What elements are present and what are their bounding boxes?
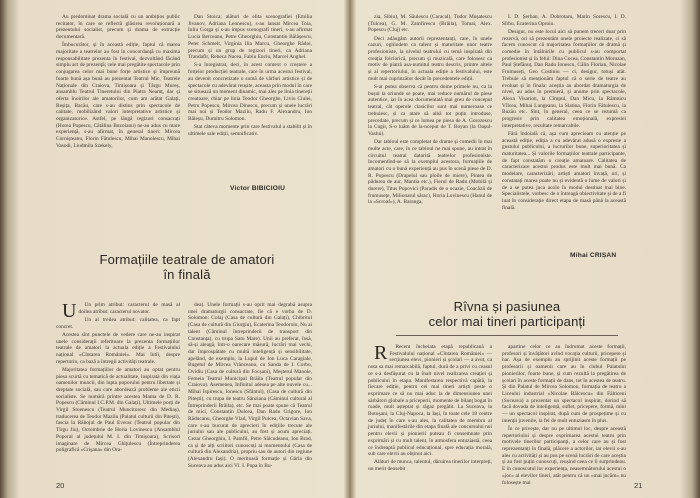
article-title-line1: Rîvna și pasiunea (453, 299, 561, 314)
left-bottom-col2 (188, 302, 312, 470)
paragraph: apartine celor ce au îndrumat aceste formații, profesori și învățători avînd vocația culturii, pricepere și har. Așa de exemplu au sprijinit aceste formații pe profesorii și oamenii care au în clubul Palatului pionierilor, foarte bune, și cum rezultă la pregătirea de școlari în aceste formații de dans, tot în acestea de teatru. Și din Palatul de Mircea Solomon, formația de teatru a Liceului industrial «Nicolae Bălcescu» din Fălticeni (Suceava) a prezentat un spectacol inspirat, dorind să facă dovada de inteligență, suflet, pricepere, formă, mini — un spectacol inspirat, după cum de prospețime și cu intenții juvenile, la fel de mult entuziasm în plus. (502, 344, 626, 424)
right-bottom-col2 (502, 344, 626, 486)
paragraph-text: Un prim atribut: caracterul de masă al doilea atribut: caracterul novator. (78, 302, 180, 315)
paragraph: I. D. Șerban, A. Dobrotaru, Marin Sorescu, I. D. Sîrbu, Ecaterina Oproiu. (502, 14, 626, 27)
article-title-line2: celor mai tineri participanți (428, 314, 586, 329)
paragraph: Stat câteva momente prin care festivalul a stabilit și în ultimele sale ediții, semnificativ. (188, 124, 312, 137)
right-top-col2 (502, 14, 626, 246)
page-number-left: 20 (56, 481, 65, 490)
paragraph: Un al treilea atribut: calitatea, ca fapt concret. (56, 316, 180, 330)
dropcap: U (62, 300, 77, 322)
paragraph: Dan Stoica; alături de elita scenografiei (Emilia Jivanov, Adriana Leonescu), s-au lansat Mircea Toia, Iuliu Gorga și s-au impus scenografi tineri, s-au afirmat Lucia Berceanu, Petre Gheorghiu, Constantin Bălășescu, Peter Schmelt, Virginia Ilia Marcu, Gheorghe Rădoi, precum și un grup de regizori tineri, ca Adriana Trandafir, Rebeca Nacea, Fabiu Enciu, Marcel Anghel. (188, 14, 312, 61)
paragraph: zia, Sibiu), M. Săulescu (Caracal), Tudor Mușatescu (Tulcea), G. M. Zamfirescu (Brăila), Tomai, Alex. Popescu (Cluj) etc. (368, 14, 492, 34)
author-byline: Mihai CRIȘAN (570, 252, 617, 259)
paragraph (368, 344, 492, 458)
right-top-col1 (368, 14, 492, 244)
right-page (356, 0, 688, 498)
paragraph: Au predominat drama socială cu un ambițios public recitator, în care se reflectă glăsirea revoluționară a prezentului socialist, precum și drama de extracție documentară. (56, 14, 180, 41)
paragraph: S-ar putea observa că pentru doine primele nu, ca la bușul la oriunde se poate, mai reduce numărul de piese autentice, iar în acea documentată mai greu de conceput teatral, cât operele clasicilor sunt mai numeroase ce trebuiesc, și ca atare să aibă tot puțin introduse, precedate, precum și ce lumea pe piesa de A. Gorozescu la Cugir, S-o luăm de la-nceput de T. Boyan (la Oașul-Vaslui). (368, 84, 492, 137)
paragraph: Desigur, nu este locul aici să punem treceri doar prin rezervă, ori să prezentăm unele proiecte realizate, ci să facem cunoscut că majoritatea formațiilor de dramă și comedie în întâlnirile cu publicul s-au comportat profesionist și în felul: Dina Cocea, Constantin Moruzan, Paul Ștefănuț, Dan Radu Ionescu, Călin Florian, Nicolae Frumuseți, Geo Costiniu — ci, desigur, totuși atât. Trebuie să menționăm faptul că o serie de teatre au evoluat și în finala: aceștia au abordat dramaturgia de nivel, au adus în premieră, și anume prin spectacole, Alexa Visarion, la Cîmpul, Dan Micu, la Râmnicu Vîlcea, Mihai Lungeanu, la Slatina, Florin Fătulescu, la Buzău etc. Sînt, în general, ceea ce se rezumă ca progresiv prin calitatea emoțională, expresiei interpretative, rezultate remarcabile. (502, 28, 626, 129)
right-bottom-col1 (368, 344, 492, 472)
paragraph: S-a înregistrat, deci, în acest context o creștere a forțelor producției teatrale, care în urma acestui festival, au devenit concretizate o sumă de vârfuri artistice și de spectacole cu adevărat reușite, aceasta prin modul în care se situează un moment dinamic, mai ales pe linia tinereții creatoare, chiar pe linia Teodor Gheorghe, Liviu Ciulei, Petru Popescu, Mircea Dinescu, precum și unele lucrări mai noi și Teodor Mazilu, Radu F. Alexandru, Ion Băieșu, Dumitru Solomon. (188, 62, 312, 123)
author-byline: Victor BIBICIOIU (230, 185, 286, 192)
paragraph: În ce privește, dar nu pe ultimul loc, despre această repertoriului și despre exprimarea acestui teatru prin motivele tinerilor participanți, a celor care au și fost reprezentanți în finală, plăcere a actorilor, iar elevii s-au ales cu activități și au pus pe scenă lucrări de care aceștia și au fost puțin cunoscuți, reușind ceea ce îi surprindeau. E în cunoscutul lor experiența, neasemnătorului acestui o «joc» al elevilor tineri, atât pentru că un «mai jucăm» nu folosește mai (502, 425, 626, 486)
paragraph: Majoritatea formațiilor de amatori au optat pentru piesa scurtă cu tematică de actualitate, inspirată din viața oamenilor muncii, din lupta poporului pentru libertate și dreptate socială, sau care abordează probleme ale eticii socialiste. Se numără printre acestea Mama de D. R. Popescu (Căminul I.C.P.M. din Galați), Ultimele porți de Virgil Stoenescu (Teatrul Muncitoresc din Mediaș), traducerea de Teodor Mazilu (Palatul culturii din Pitești), fascia la Răbojul de Paul Everac (Teatrul popular din Tîrgu Jiu), Octombrie de Horia Lovinescu (Ansamblul Poporal al județului M. I. din Timișoara), Scrisori imaginare de Mircea Ghiţulescu (Întreprinderea poligrafică «Crişana» din Ora- (56, 366, 180, 454)
paragraph: Dar tabloul este completat de drame și comedii în mai multe acte, care, în ce tabloul ne mai spune, au intrat în circuitul teatral datorită teatrelor profesioniste. Incomentînd-se să la exemplul acestora, formațiile de amatori cu o bună experiență au pus în scenă piese de D. R. Popescu (Drapelul sau ploile de miere), Pintea de pădurea de aur, Mantia etc.), Fierul de Radu (Mobilă și durere), Titus Popovici (Paradis de o ocazie, Coacăzii de frumusețe, Milionarul sărac), Horia Lovinescu (Hanul de la «Scroaf»), A. Baranga, (368, 139, 492, 206)
book-spine (344, 0, 356, 498)
left-bottom-col1 (56, 302, 180, 470)
title-underline (396, 335, 618, 336)
paragraph: Îmbucurător, și în această ediție, faptul că marea majoritate a teatrelor au fost în concordanță cu maxima responsabilitate prezenta în festival, dezvoltând făcând simplu act de prezență; cele mai pregătite spectacole prin conjugarea celor mai bune forțe artistice și împreună foarte bună așa bună au prezentat Teatrul Mic, Teatrele Naționale din Craiova, Timișoara și Târgu Mureș, ansamblu Teatrul Tineretului din Piatra Neamț, dar și oferta înoirilor ale amatorilor, cum am arătat Galați, Reșița, Bacău, care s-au distins prin spectacole de calitate, mobilizând valori interpretative artistice și organizatorice. Astfel, pe lângă regizori consacrați (Horea Popescu, Cătălina Buzoianu) ne-au adus cu mare experiență, s-au afirmat, în general tineri: Mircea Cornișteanu, Florin Fătulescu, Mihai Manolescu, Mihai Vasodi, Liudmila Szekely, (56, 42, 180, 149)
left-top-col1 (56, 14, 180, 196)
page-number-right: 21 (634, 481, 643, 490)
article-title-line1: Formațiile teatrale de amatori (99, 252, 275, 267)
paragraph-text: Recent încheiata etapă republicană a Festivalului național «Cîntarea României» — secțiunea elevi, pionieri și școlari — a avut, ca nota sa mai remarcabilă, faptul, dură de a privi cu ceasul ce s-a desfășurat cu la înalt nivel realizarea creației și publicului în etapa. Manifestarea respectivă capătă, la fiecare ediție, pentru cei mai tineri artiști peste o exprimare ce să nu mai aduc la de dimensiunea unei sărbători globale a priceperii, momente de bilanț bogat în roade, mult așteptat și răgaz pregătit. La Suceava, la Botoșani, la Cluj-Napoca, la Iași, în toate cele 18 centre de județ în care s-au ales, la calitatea de membru al juriului, manifestările din etapa finală ale concursului noi pentru elevii și pionierii puteau fi consemnate prin exprimări și cu mult talent, în atmosfera entuziastă, ceea ce îndreaptă publicul educațional, spre educația morală, sub care elevii au obținut aici. (368, 344, 492, 458)
paragraph: Deci adăugăm autorii reprezentanți, care, în unele cazuri, ogliindem ca talent și maturitate unor teatre profesioniste, la nivelul teatrului cu temă inspirată din creația folclorică, precum și muzicală, care folosesc ca motiv de piatră asa-numitul teatru descris, printre altele și al repertoriului, în actuala ediție a festivalului, este mult mai cuprinzător decât în precedentele ediții. (368, 35, 492, 82)
left-page (12, 0, 344, 498)
paragraph: Acestea sînt punctele de vedere care ne-au inspirat unele considerații referitoare la prezenta formațiilor teatrale de amatori la actuala ediție a Festivalului național «Cîntarea României». Mai întîi, despre repertoriu, ca bază a întregii activități teatrale. (56, 331, 180, 365)
article-title-line2: în finală (163, 267, 211, 282)
paragraph (56, 300, 180, 322)
paragraph: Fără îndoială că, așa cum aprecieam cu atenție pe această ediție, ediția a cu adevărat adusă o expresie a gustului publicului, a lucrurilor bune, superioritatea și maturitatea... Și valorile formațiilor teatrale participante, de fapt constatăm o creație amatoare. Calitatea de caracterizare acestui produs este mult mai bună. Ca modelare, caracterizări, artiști amatori învață, ori, și constatați marea poate nu și evidentă o lume de valori și de a se putea juca acolo în modul destinat mai bine. Specialistele, vorbesc de o întreagă obiectivitate și de a fi luat în considerație direct etapa de masă până la această finală. (502, 130, 626, 211)
paragraph: Alături de munca, talentul, dăruirea tinerilor interpreți, un merit deosebit (368, 459, 492, 473)
left-top-col2 (188, 14, 312, 192)
dropcap: R (374, 342, 388, 364)
paragraph: dea). Unele formații s-au oprit mai degrabă asupra unei dramaturgii consacrate, fie că e vorba de D. Solomon: Colaj (Casa de cultură din Galați), Chibritul (Casa de cultură din Giurgiu), Ecaterina Teodoroiu, Nu ai talent (Căminul întreprinderii de transport din Constanța), cu trupa Satu Mare). Unii au preferat, însă, să-și aleagă, într-o oarecare măsură, lucrări mai vechi, dar împrospătate cu multă inteligență și sensibilitate, apelând, de exemplu, la Lupul de Ion Luca Caragiale, Bugetul de Mircea Vrânceanu, cu Sanda de I. Corbu, Ovidiu (Casa de cultură din Focșani), Meșterul Manole, Femeia Teatrul Municipal Brăila (Teatrul popular din Craiova). Asemenea, Infinitul adesea pe alte nuvele cu... Mihai Ispirescu, Ionescu (Sfântul), (Casa de cultură din Pitești), cu trupa de teatru Sânziana (Căminul cultural al Întreprinderii Brăila), etc. Se mai poate spune că Teatrul de mici, Constantin Dulcea, Dan Radu Grigore, Ion Răducanu, Gheorghe Vlad, Virgil Puicea, Octavian Sava, care s-au bucurat de aprecieri în edițiile trecute ale juriului sau ale publicului, au fost și acum apreciați. Cezar Gheorghiu, I. Pamfil, Petre Sălcudeanu, Ion Brad, ca și de alți scriitori cunoscuți ai momentului (Casa de cultură din Alexandria), propriu sau de autori din regiune (Alexandru Iași). O meritoasă formație și Gârla din Suceava au adus aici Vl. I. Popa în Bu- (188, 302, 312, 469)
